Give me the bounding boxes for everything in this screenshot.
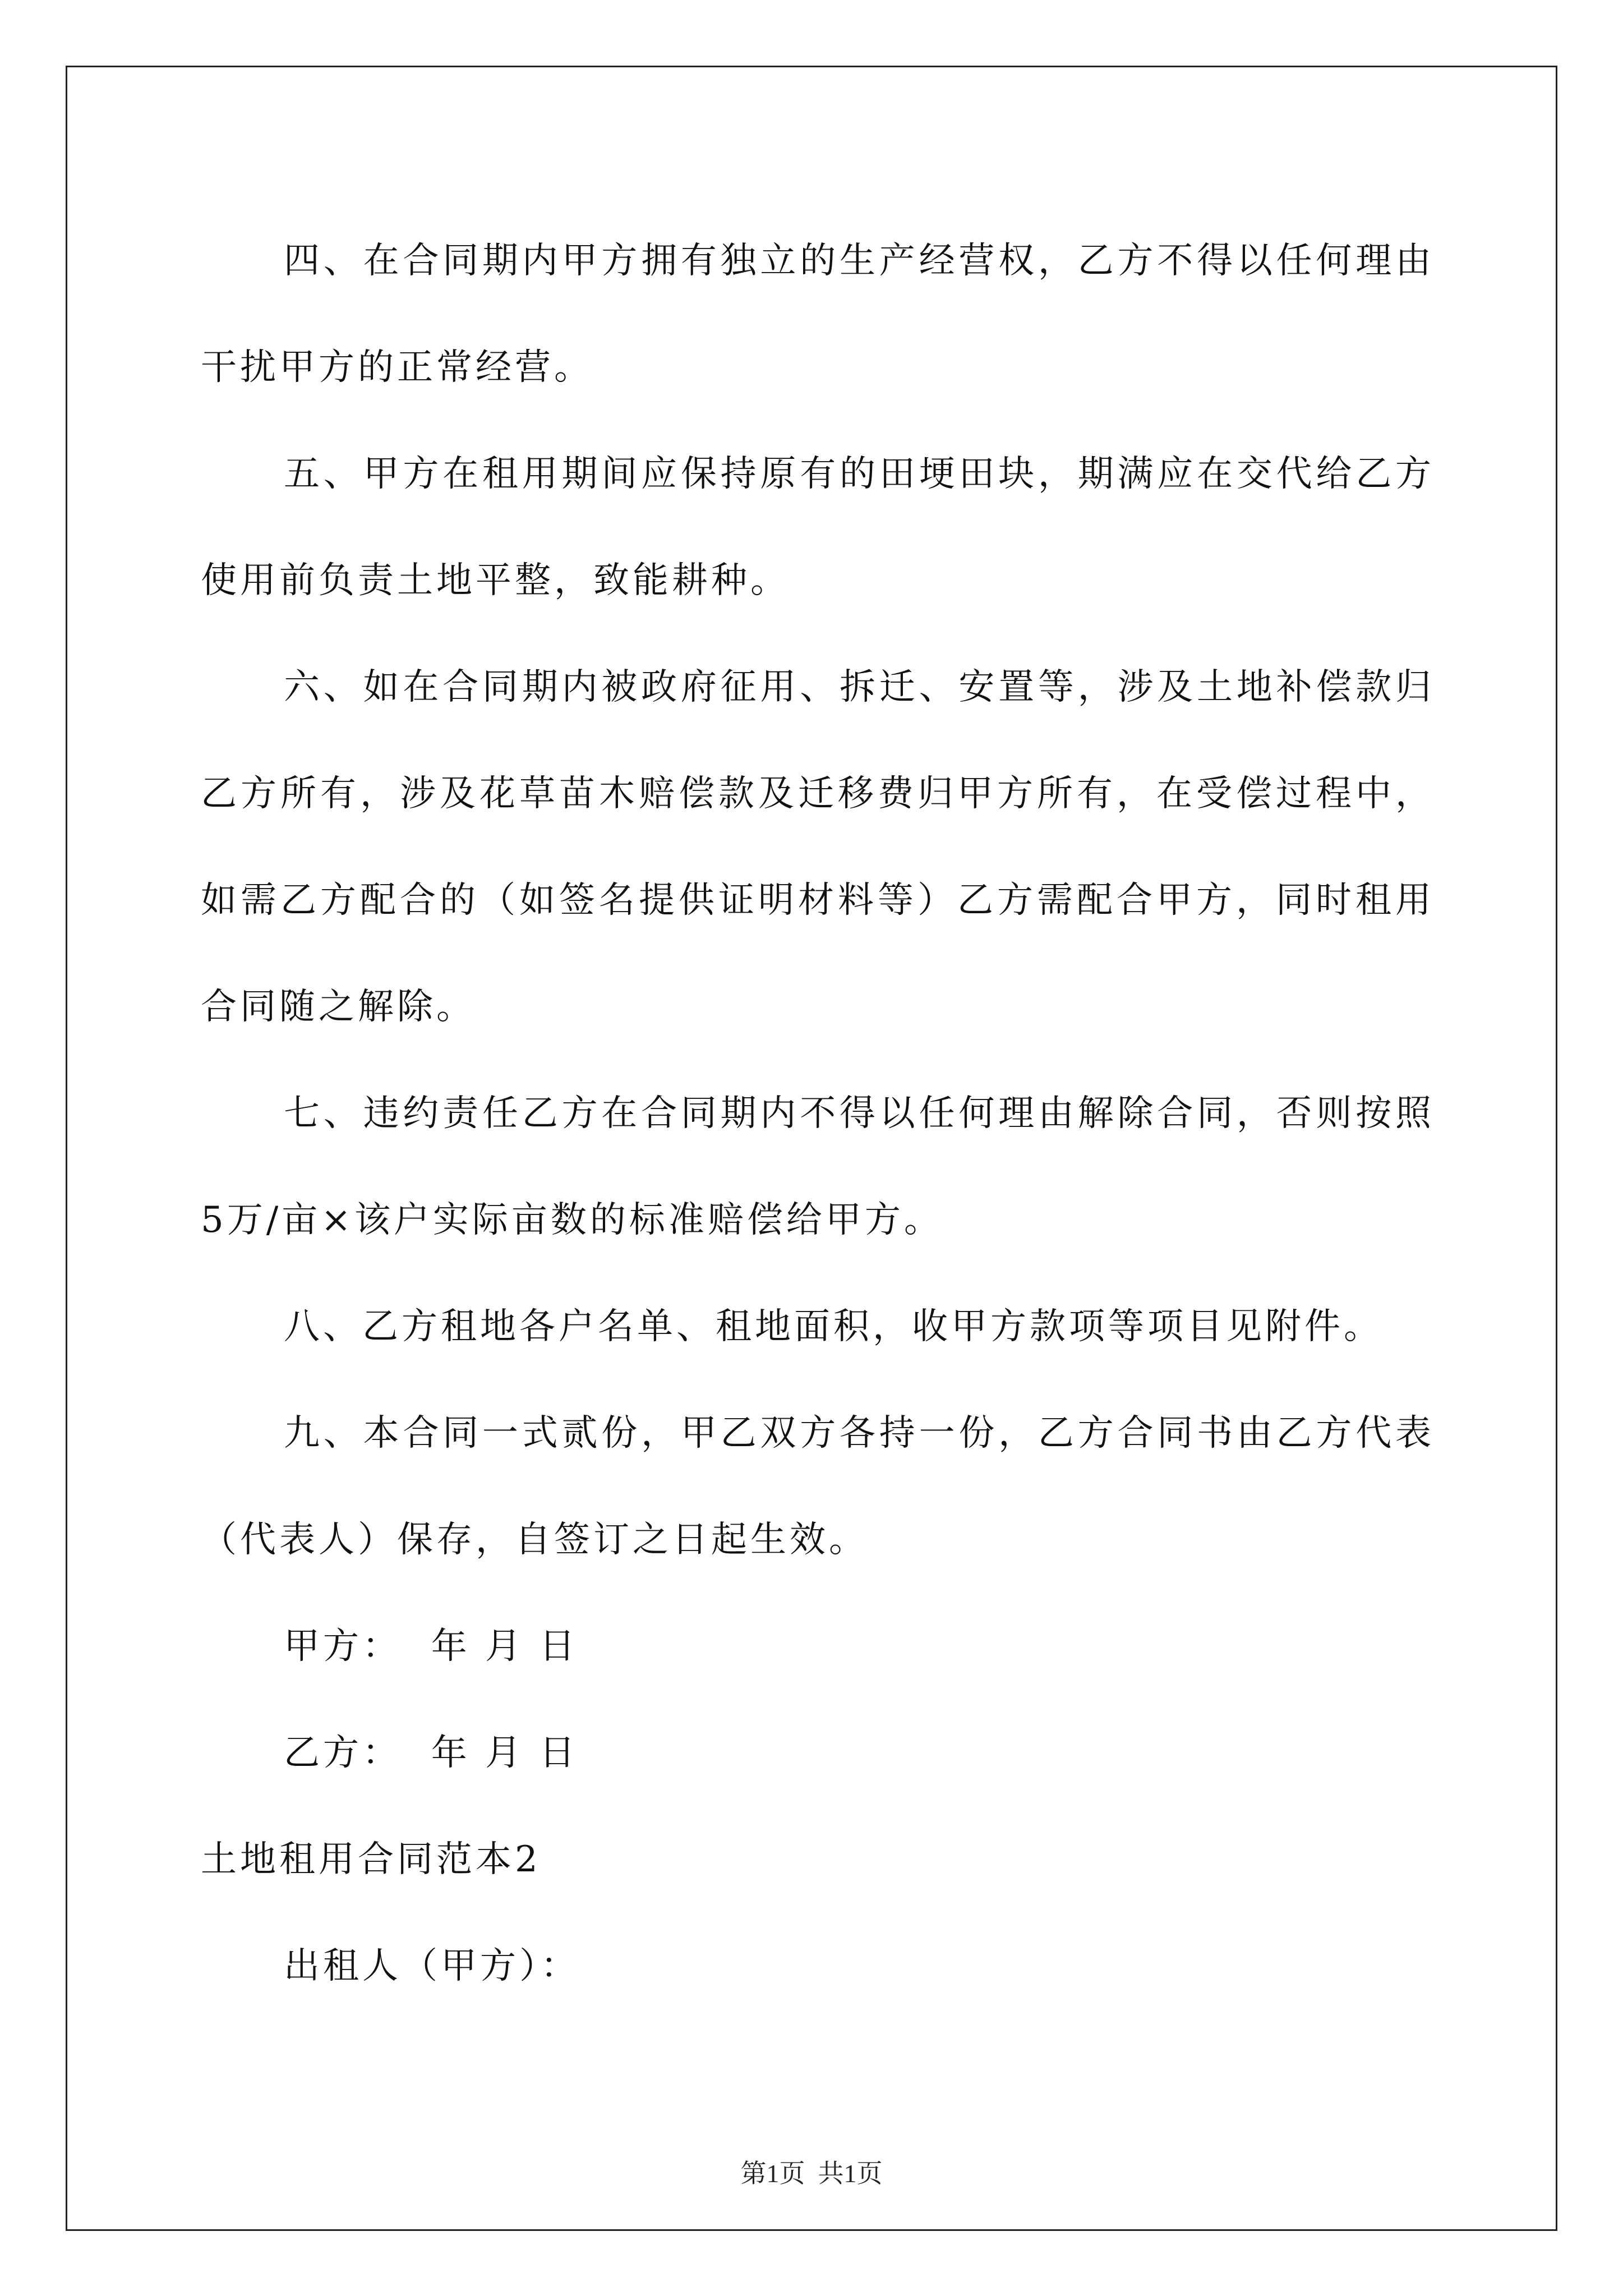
document-body bbox=[201, 208, 1435, 2019]
party-b-date: 年 月 日 bbox=[431, 1732, 579, 1774]
party-b-label: 乙方： bbox=[284, 1732, 402, 1774]
page-footer: 第1页 共1页 bbox=[740, 2159, 883, 2188]
clause-6: 六、如在合同期内被政府征用、拆迁、安置等，涉及土地补偿款归乙方所有，涉及花草苗木赔偿款及迁移费归甲方所有，在受偿过程中，如需乙方配合的（如签名提供证明材料等）乙方需配合甲方，同时租用合同随之解除。 bbox=[201, 666, 1435, 1028]
party-b-signature-row bbox=[201, 1700, 1435, 1806]
party-a-signature-row bbox=[201, 1593, 1435, 1700]
clause-5: 五、甲方在租用期间应保持原有的田埂田块，期满应在交代给乙方使用前负责土地平整，致能耕种。 bbox=[201, 453, 1435, 601]
next-contract-title: 土地租用合同范本2 bbox=[201, 1839, 541, 1880]
clause-4: 四、在合同期内甲方拥有独立的生产经营权，乙方不得以任何理由干扰甲方的正常经营。 bbox=[201, 240, 1435, 388]
clause-7: 七、违约责任乙方在合同期内不得以任何理由解除合同，否则按照5万/亩×该户实际亩数的标准赔偿给甲方。 bbox=[201, 1093, 1435, 1241]
party-a-date: 年 月 日 bbox=[431, 1626, 579, 1667]
clause-9: 九、本合同一式贰份，甲乙双方各持一份，乙方合同书由乙方代表（代表人）保存，自签订之日起生效。 bbox=[201, 1412, 1435, 1561]
clause-8: 八、乙方租地各户名单、租地面积，收甲方款项等项目见附件。 bbox=[284, 1306, 1383, 1347]
lessor-line: 出租人（甲方）： bbox=[284, 1945, 580, 1987]
party-a-label: 甲方： bbox=[284, 1626, 402, 1667]
